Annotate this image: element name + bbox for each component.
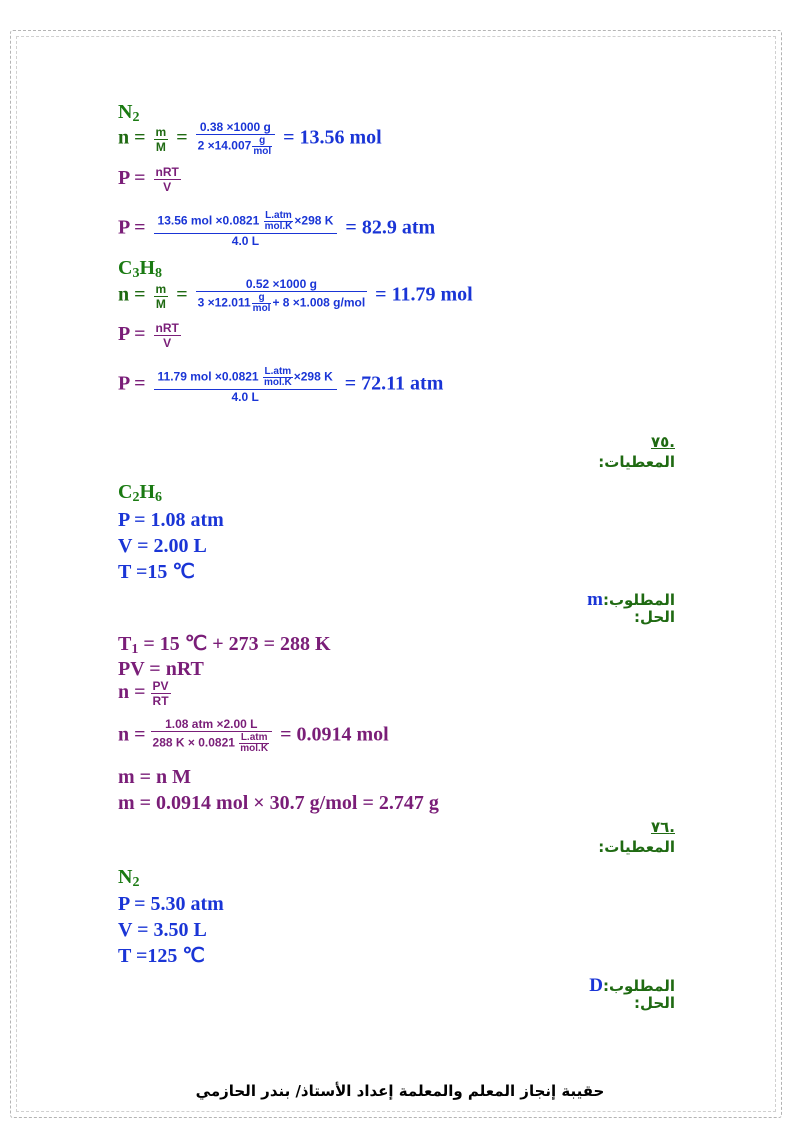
moles-formula-75: n = $\frac{PV}{RT}$ [118, 679, 169, 708]
question-number-75: .٧٥ [650, 433, 675, 451]
gas-formula-c2h6: $C_2H_6$ [118, 481, 163, 505]
pressure-calc-c3h8: P = 11.79 mol ×0.0821 $\frac{\text{L.atm}}{\text{mol.K}}$ ×298 K 4.0 L = 72.11 atm [118, 366, 444, 404]
temperature-conversion-75: $T_1 = 15$ ℃ + 273 = 288 K [118, 633, 331, 657]
gas-formula-n2-76: $N_2$ [118, 866, 140, 890]
gas-formula-c3h8: $C_3H_8$ [118, 257, 163, 281]
moles-equation-c3h8: n = $\frac{m}{M}$ = 0.52 ×1000 g 3 ×12.011 $\frac{g}{\text{mol}}$ + 8 ×1.008 g/mol = 11.79 mol [118, 277, 473, 314]
given-pressure-75: P = 1.08 atm [118, 509, 224, 531]
solution-label-75: الحل: [634, 608, 675, 626]
page-footer: حقيبة إنجاز المعلم والمعلمة إعداد الأستاذ/ بندر الحازمي [195, 1082, 605, 1100]
given-volume-76: V = 3.50 L [118, 919, 207, 941]
pressure-formula-n2: P = $\frac{\text{nRT}}{V}$ [118, 165, 179, 194]
pressure-calc-n2: P = 13.56 mol ×0.0821 $\frac{\text{L.atm}}{\text{mol.K}}$ ×298 K 4.0 L = 82.9 atm [118, 210, 436, 248]
ideal-gas-law-75: PV = nRT [118, 658, 204, 680]
moles-equation-n2: n = $\frac{m}{M}$ = 0.38 ×1000 g 2 ×14.007 $\frac{g}{\text{mol}}$ = 13.56 mol [118, 120, 382, 157]
givens-label-76: المعطيات: [598, 838, 675, 856]
givens-label-75: المعطيات: [598, 453, 675, 471]
given-pressure-76: P = 5.30 atm [118, 893, 224, 915]
question-number-76: .٧٦ [650, 818, 675, 836]
moles-calc-75: n = 1.08 atm ×2.00 L 288 K × 0.0821 $\frac{\text{L.atm}}{\text{mol.K}}$ = 0.0914 mol [118, 717, 389, 754]
given-volume-75: V = 2.00 L [118, 535, 207, 557]
mass-calc-75: m = 0.0914 mol × 30.7 g/mol = 2.747 g [118, 792, 439, 814]
given-temperature-76: T =125 ℃ [118, 945, 205, 967]
required-label-75: المطلوب:m [587, 589, 675, 610]
pressure-formula-c3h8: P = $\frac{\text{nRT}}{V}$ [118, 321, 179, 350]
solution-label-76: الحل: [634, 994, 675, 1012]
required-label-76: المطلوب:D [589, 975, 675, 996]
gas-formula-n2: $N_2$ [118, 101, 140, 125]
given-temperature-75: T =15 ℃ [118, 561, 195, 583]
mass-formula-75: m = n M [118, 766, 192, 788]
